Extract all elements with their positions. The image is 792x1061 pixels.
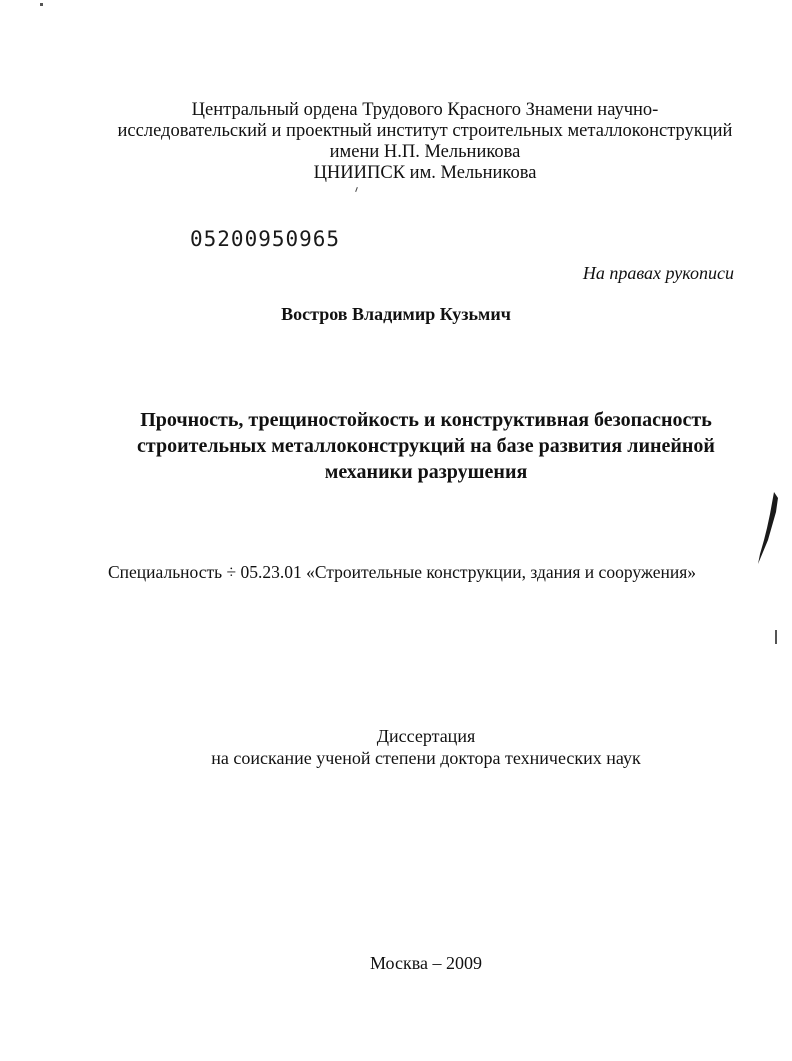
organization-block bbox=[40, 100, 792, 184]
specialty-line: Специальность ÷ 05.23.01 «Строительные конструкции, здания и сооружения» bbox=[108, 562, 697, 582]
city-year: Москва – 2009 bbox=[370, 953, 482, 973]
title-line-1: Прочность, трещиностойкость и конструктивная безопасность bbox=[140, 409, 712, 431]
organization-line-2: исследовательский и проектный институт строительных металлоконструкций bbox=[117, 121, 733, 141]
work-type-block bbox=[30, 725, 792, 769]
scan-tick-mark bbox=[355, 187, 358, 192]
author-name: Востров Владимир Кузьмич bbox=[281, 304, 511, 324]
scan-smudge-mark bbox=[752, 490, 782, 570]
title-line-3: механики разрушения bbox=[324, 461, 528, 483]
work-type-line-2: на соискание ученой степени доктора технических наук bbox=[211, 748, 641, 768]
work-type-line-1: Диссертация bbox=[376, 726, 476, 746]
organization-line-1: Центральный ордена Трудового Красного Знамени научно- bbox=[191, 100, 659, 120]
scan-edge-mark bbox=[775, 630, 777, 644]
organization-line-3: имени Н.П. Мельникова bbox=[329, 142, 521, 162]
scan-dot bbox=[40, 3, 43, 6]
title-line-2: строительных металлоконструкций на базе развития линейной bbox=[137, 435, 715, 457]
organization-line-4: ЦНИИПСК им. Мельникова bbox=[313, 163, 537, 183]
rights-note: На правах рукописи bbox=[582, 263, 734, 283]
dissertation-title bbox=[30, 407, 792, 485]
library-stamp-number: 05200950965 bbox=[190, 227, 341, 251]
